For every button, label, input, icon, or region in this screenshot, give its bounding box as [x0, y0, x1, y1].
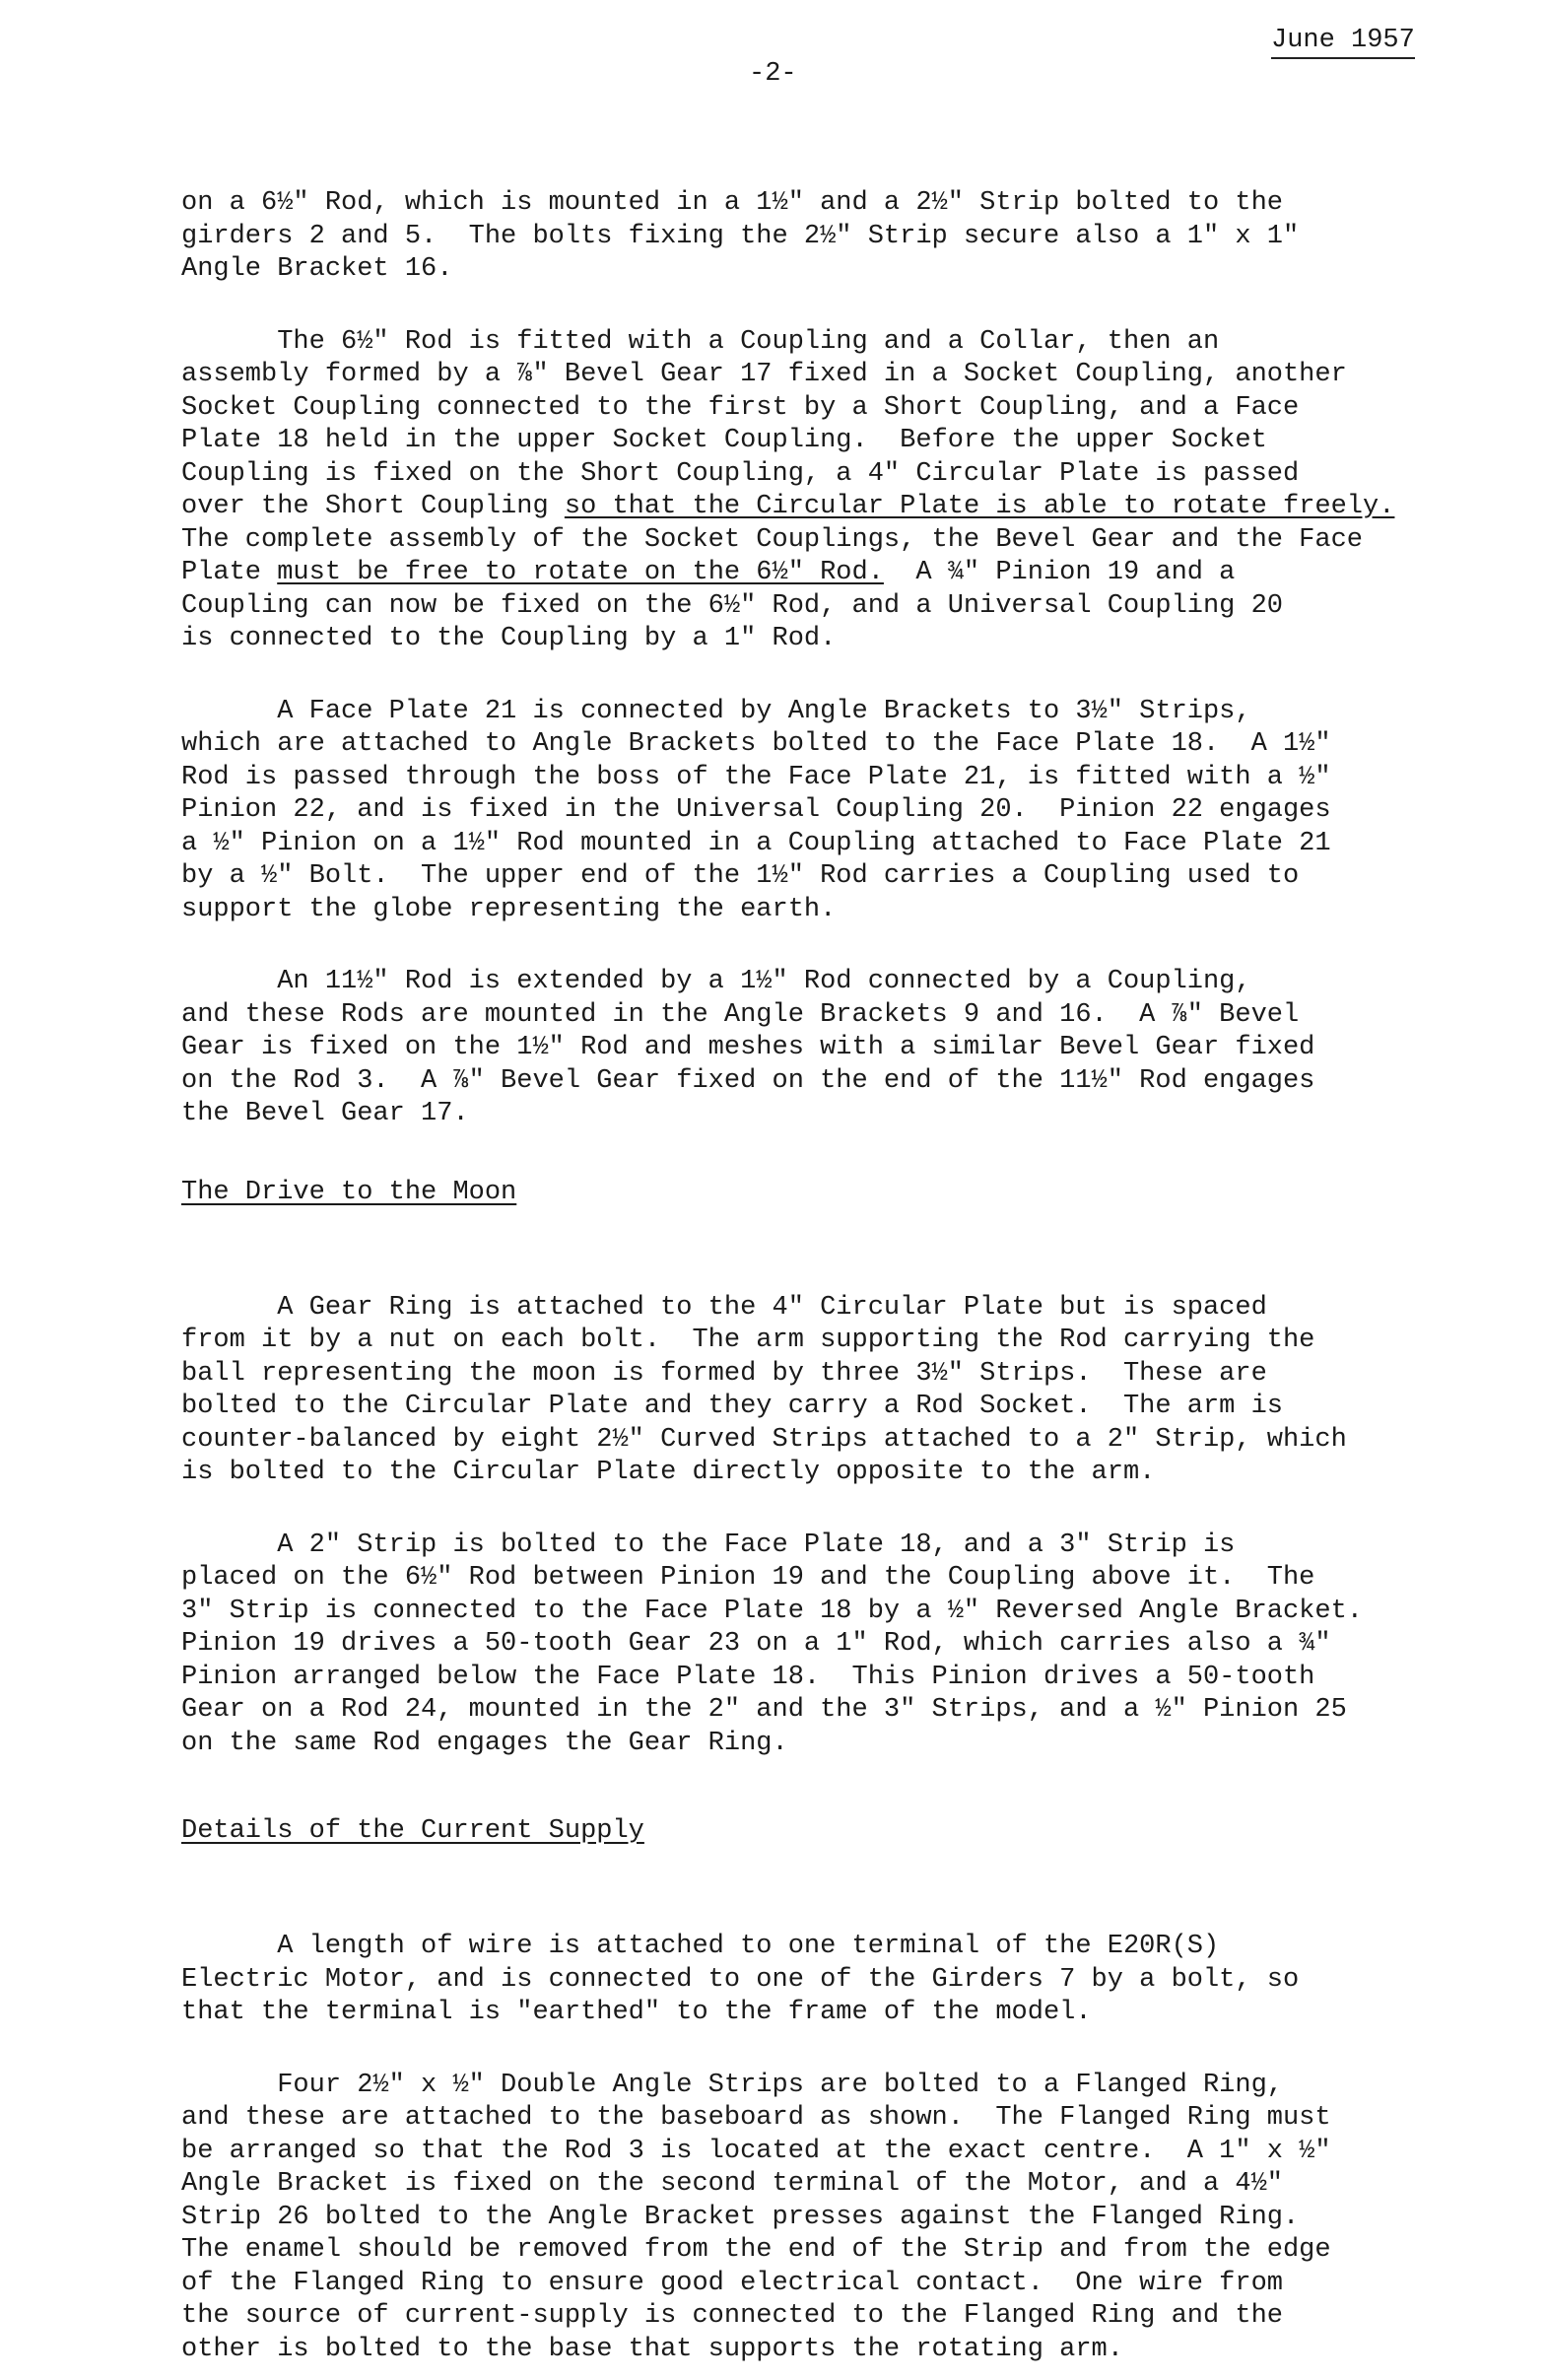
paragraph-wire-earth: A length of wire is attached to one terminal of the E20R(S) Electric Motor, and is connected to one of the Girders 7 by a bolt, so that the terminal is "earthed" to the frame of the model. [181, 1932, 1300, 2027]
paragraph-bevel-gears: An 11½" Rod is extended by a 1½" Rod connected by a Coupling, and these Rods are mounted in the Angle Brackets 9 and 16. A ⅞" Bevel Gear is fixed on the 1½" Rod and meshes with a similar Bevel Gear fixed on the Rod 3. A ⅞" Bevel Gear fixed on the end of the 11½" Rod engages the Bevel Gear 17. [181, 967, 1315, 1128]
document-body [181, 187, 1423, 2366]
paragraph-text: The 6½" Rod is fitted with a Coupling and a Collar, then an assembly formed by a ⅞" Bevel Gear 17 fixed in a Socket Coupling, another Socket Coupling connected to the first by a Short Coupling, and a Face Plate 18 held in the upper Socket Coupling. Before the upper Socket Coupling is fixed on the Short Coupling, a 4" Circular Plate is passed over the Short Coupling [181, 326, 1347, 521]
paragraph-rod-mounting: on a 6½" Rod, which is mounted in a 1½" and a 2½" Strip bolted to the girders 2 and 5. The bolts fixing the 2½" Strip secure also a 1" x 1" Angle Bracket 16. [181, 188, 1300, 284]
paragraph-text: The complete assembly of the Socket Couplings, the Bevel Gear and the Face Plate [181, 524, 1363, 587]
paragraph-text: A ¾" Pinion 19 and a Coupling can now be fixed on the 6½" Rod, and a Universal Coupling 20 is connected to the Coupling by a 1" Rod. [181, 558, 1283, 653]
section-heading-moon-drive: The Drive to the Moon [181, 1177, 517, 1207]
paragraph-strips-pinions: A 2" Strip is bolted to the Face Plate 18, and a 3" Strip is placed on the 6½" Rod between Pinion 19 and the Coupling above it. The 3" Strip is connected to the Face Plate 18 by a ½" Reversed Angle Bracket. Pinion 19 drives a 50-tooth Gear 23 on a 1" Rod, which carries also a ¾" Pinion arranged below the Face Plate 18. This Pinion drives a 50-tooth Gear on a Rod 24, mounted in the 2" and the 3" Strips, and a ½" Pinion 25 on the same Rod engages the Gear Ring. [181, 1530, 1363, 1758]
document-date: June 1957 [1271, 26, 1415, 59]
paragraph-face-plate: A Face Plate 21 is connected by Angle Brackets to 3½" Strips, which are attached to Angle Brackets bolted to the Face Plate 18. A 1½" Rod is passed through the boss of the Face Plate 21, is fitted with a ½" Pinion 22, and is fixed in the Universal Coupling 20. Pinion 22 engages a ½" Pinion on a 1½" Rod mounted in a Coupling attached to Face Plate 21 by a ½" Bolt. The upper end of the 1½" Rod carries a Coupling used to support the globe representing the earth. [181, 696, 1331, 924]
paragraph-flanged-ring: Four 2½" x ½" Double Angle Strips are bolted to a Flanged Ring, and these are attached to the baseboard as shown. The Flanged Ring must be arranged so that the Rod 3 is located at the exact centre. A 1" x ½" Angle Bracket is fixed on the second terminal of the Motor, and a 4½" Strip 26 bolted to the Angle Bracket presses against the Flanged Ring. The enamel should be removed from the end of the Strip and from the edge of the Flanged Ring to ensure good electrical contact. One wire from the source of current-supply is connected to the Flanged Ring and the other is bolted to the base that supports the rotating arm. [181, 2070, 1331, 2364]
section-heading-current-supply: Details of the Current Supply [181, 1816, 644, 1846]
underlined-text: must be free to rotate on the 6½" Rod. [277, 558, 884, 587]
paragraph-socket-assembly [181, 326, 1423, 656]
paragraph-gear-ring: A Gear Ring is attached to the 4" Circular Plate but is spaced from it by a nut on each bolt. The arm supporting the Rod carrying the ball representing the moon is formed by three 3½" Strips. These are bolted to the Circular Plate and they carry a Rod Socket. The arm is counter-balanced by eight 2½" Curved Strips attached to a 2" Strip, which is bolted to the Circular Plate directly opposite to the arm. [181, 1292, 1347, 1487]
underlined-text: so that the Circular Plate is able to rotate freely. [564, 492, 1395, 521]
page-number: -2- [749, 59, 797, 89]
